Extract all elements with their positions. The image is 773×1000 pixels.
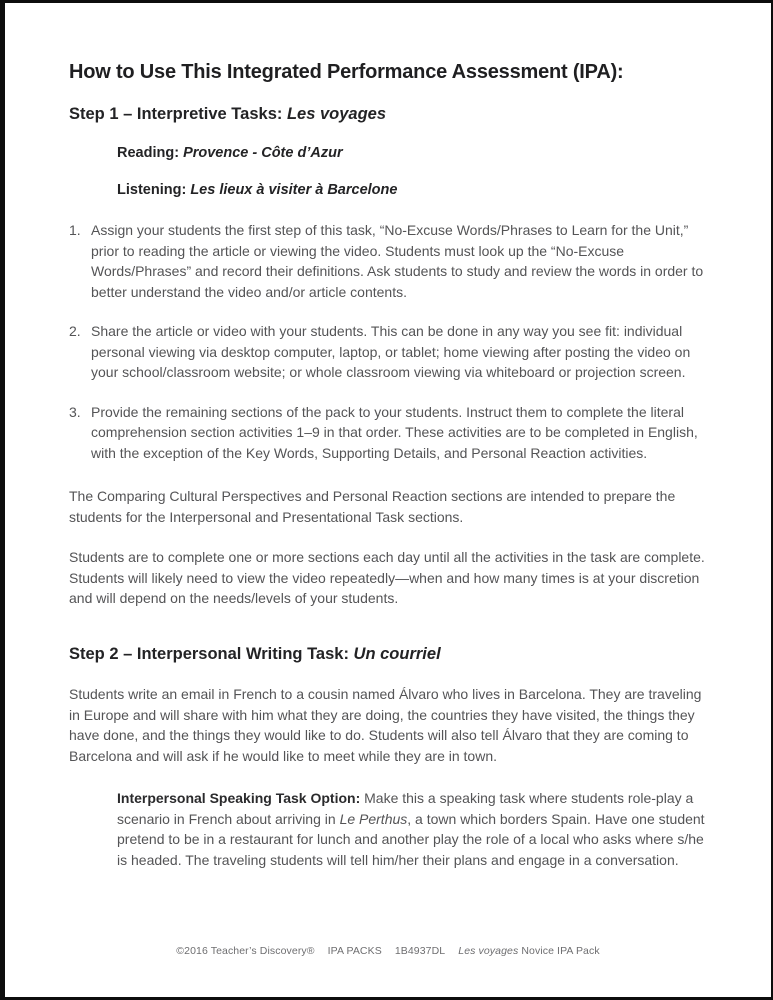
step2-heading-topic: Un courriel (353, 644, 441, 663)
list-item-1-number: 1. (69, 222, 81, 239)
footer-code: 1B4937DL (394, 945, 446, 957)
reading-value: Provence - Côte d’Azur (183, 144, 343, 161)
list-item-3-number: 3. (69, 403, 81, 420)
step1-heading-topic: Les voyages (286, 105, 387, 123)
listening-label: Listening: (117, 181, 191, 198)
footer-series: IPA PACKS (327, 945, 382, 957)
document-content (5, 60, 771, 870)
list-item-2 (69, 321, 713, 383)
speaking-option-place: Le Perthus (339, 810, 408, 827)
reading-line (117, 144, 713, 162)
footer-copyright: ©2016 Teacher’s Discovery® (176, 945, 315, 957)
list-item-1-text: Assign your students the first step of this task, “No-Excuse Words/Phrases to Learn for the Unit,” prior to reading the article or viewing the video. Students must look up the “No-Excuse Words/Phrases” and record their definitions. Ask students to study and review the words in order to better understand the video and/or article contents. (91, 222, 704, 300)
speaking-option-text-end: , a town which borders Spain. Have one student pretend to be in a restaurant for lunch and another play the role of a local who asks where s/he is headed. The traveling students will tell him/her their plans and engage in a conversation. (117, 810, 705, 868)
step2-heading-text: Step 2 – Interpersonal Writing Task: (69, 644, 354, 663)
list-item-2-number: 2. (69, 323, 81, 340)
speaking-option-paragraph (117, 788, 713, 870)
pacing-paragraph: Students are to complete one or more sections each day until all the activities in the task are complete. Students will likely need to view the video repeatedly—when and how many times is at your discretion and will depend on the needs/levels of your students. (69, 549, 705, 607)
sections-purpose-paragraph: The Comparing Cultural Perspectives and Personal Reaction sections are intended to prepare the students for the Interpersonal and Presentational Task sections. (69, 488, 676, 525)
listening-value: Les lieux à visiter à Barcelone (190, 181, 398, 198)
step2-heading (69, 645, 713, 665)
list-item-3-text: Provide the remaining sections of the pack to your students. Instruct them to complete the literal comprehension section activities 1–9 in that order. These activities are to be completed in English, with the exception of the Key Words, Supporting Details, and Personal Reaction activities. (91, 403, 698, 461)
page-footer (5, 945, 771, 957)
footer-product-title: Les voyages (458, 945, 519, 957)
list-item-2-text: Share the article or video with your students. This can be done in any way you see fit: individual personal viewing via desktop computer, laptop, or tablet; home viewing after posting the video on your school/classroom website; or whole classroom viewing via whiteboard or projection screen. (91, 323, 691, 381)
step1-heading-text: Step 1 – Interpretive Tasks: (69, 105, 287, 123)
listening-line (117, 181, 713, 199)
step1-heading (69, 105, 713, 125)
speaking-option-text-start: Make this a speaking task where students role-play a scenario in French about arriving in (117, 790, 694, 827)
email-task-paragraph: Students write an email in French to a cousin named Álvaro who lives in Barcelona. They are traveling in Europe and will share with him what they are doing, the countries they have visited, the things they have done, and the things they would like to do. Students will also tell Álvaro that they are coming to Barcelona and will ask if he would like to meet while they are in town. (69, 686, 702, 764)
reading-label: Reading: (117, 144, 184, 161)
footer-product-rest: Novice IPA Pack (521, 945, 600, 957)
list-item-1 (69, 220, 713, 302)
page-title: How to Use This Integrated Performance Assessment (IPA): (69, 61, 624, 83)
speaking-option-label: Interpersonal Speaking Task Option: (117, 790, 361, 807)
instructions-list (69, 220, 713, 463)
list-item-3 (69, 402, 713, 464)
